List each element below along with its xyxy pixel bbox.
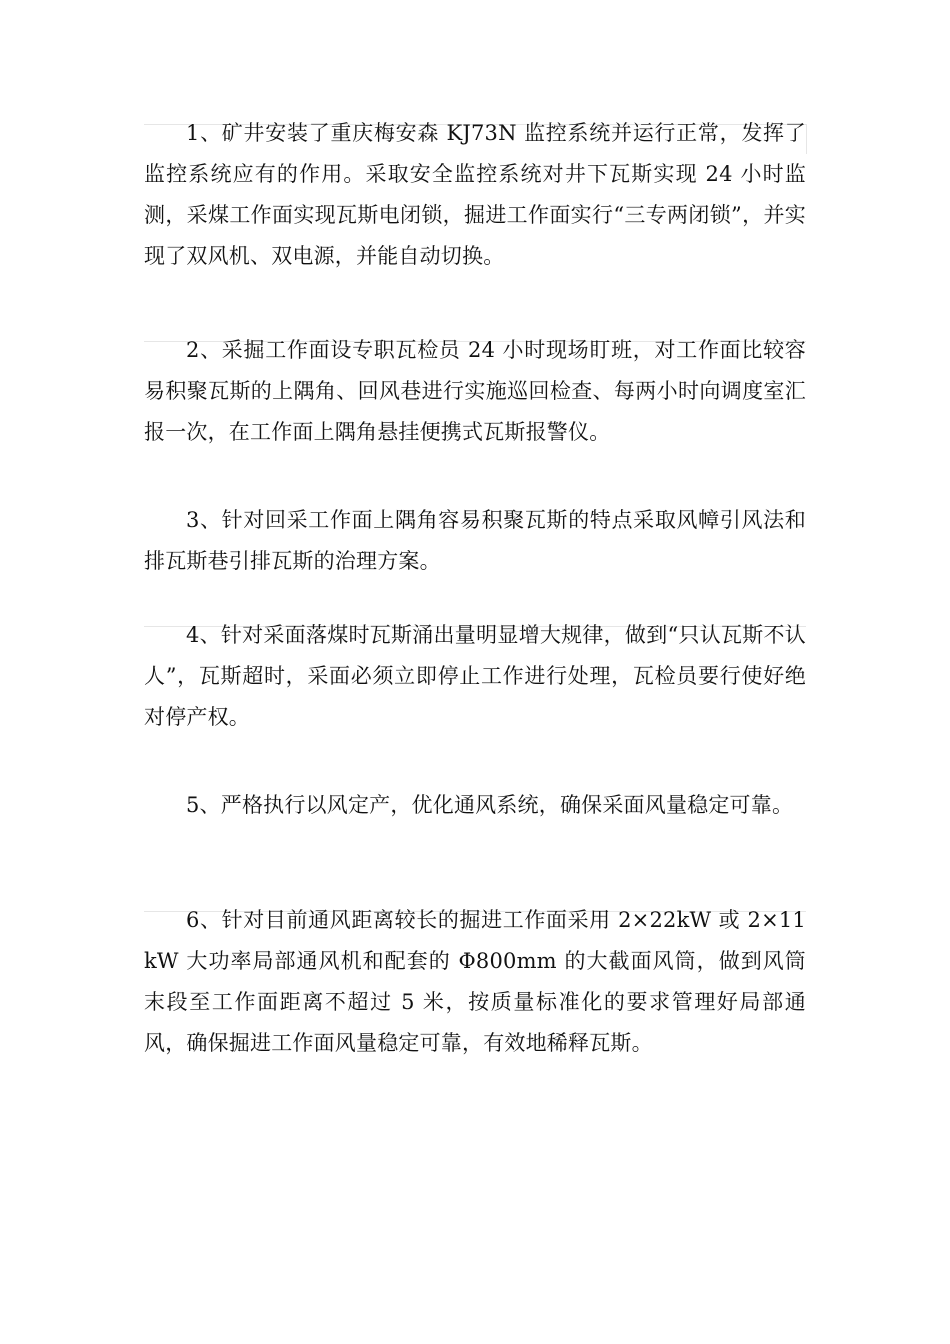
paragraph-5: 5、严格执行以风定产，优化通风系统，确保采面风量稳定可靠。 bbox=[186, 793, 794, 817]
paragraph-1: 1、矿井安装了重庆梅安森 KJ73N 监控系统并运行正常，发挥了监控系统应有的作用。采取安全监控系统对井下瓦斯实现 24 小时监测，采煤工作面实现瓦斯电闭锁，掘进工作面实行“三专两闭锁”，并实现了双风机、双电源，并能自动切换。 bbox=[144, 121, 806, 268]
guide-line bbox=[806, 124, 807, 154]
paragraph-3: 3、针对回采工作面上隅角容易积聚瓦斯的特点采取风幛引风法和排瓦斯巷引排瓦斯的治理方案。 bbox=[144, 508, 806, 573]
paragraph-6: 6、针对目前通风距离较长的掘进工作面采用 2×22kW 或 2×11kW 大功率局部通风机和配套的 Φ800mm 的大截面风筒，做到风筒末段至工作面距离不超过 5 米，按质量标准化的要求管理好局部通风，确保掘进工作面风量稳定可靠，有效地稀释瓦斯。 bbox=[144, 908, 806, 1055]
paragraph-4: 4、针对采面落煤时瓦斯涌出量明显增大规律，做到“只认瓦斯不认人”，瓦斯超时，采面必须立即停止工作进行处理，瓦检员要行使好绝对停产权。 bbox=[144, 623, 806, 729]
paragraph-2: 2、采掘工作面设专职瓦检员 24 小时现场盯班，对工作面比较容易积聚瓦斯的上隅角、回风巷进行实施巡回检查、每两小时向调度室汇报一次，在工作面上隅角悬挂便携式瓦斯报警仪。 bbox=[144, 338, 806, 444]
